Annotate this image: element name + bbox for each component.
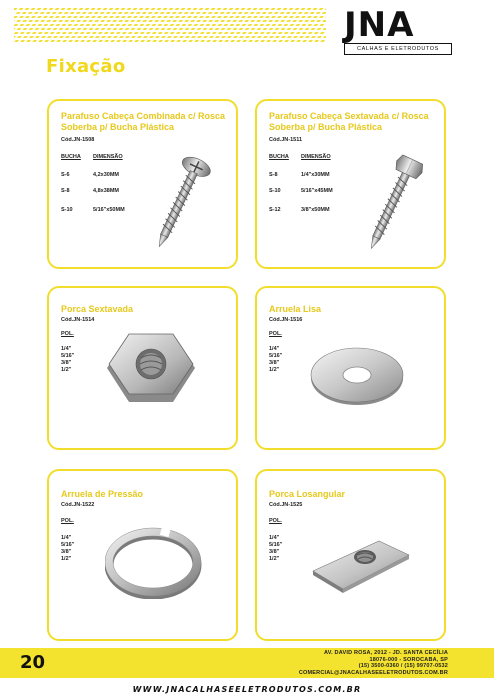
pol-label: POL.: [61, 518, 74, 524]
address-line: 18076-000 - SOROCABA, SP: [369, 656, 448, 663]
size-header: [269, 331, 282, 337]
product-card-parafuso-combinada: [47, 99, 238, 269]
size-item: 5/16": [269, 353, 283, 359]
size-header: [61, 518, 74, 524]
spec-cell: 4,2x30MM: [93, 172, 119, 178]
product-card-porca-sextavada: [47, 286, 238, 450]
spec-col-bucha: BUCHA: [61, 154, 81, 160]
spec-cell: S-12: [269, 207, 281, 213]
spec-cell: 4,8x38MM: [93, 188, 119, 194]
size-item: 1/2": [61, 556, 72, 562]
product-card-arruela-pressao: [47, 469, 238, 641]
spec-cell: 5/16"x45MM: [301, 188, 333, 194]
size-list: [61, 346, 74, 374]
brand-tagline: CALHAS E ELETRODUTOS: [344, 43, 452, 55]
flat-washer-image: [307, 340, 407, 410]
pol-label: POL.: [61, 331, 74, 337]
spec-cell: 1/4"x30MM: [301, 172, 330, 178]
product-code: Cód.JN-1522: [61, 502, 95, 508]
size-item: 1/2": [269, 367, 280, 373]
hex-screw-image: [357, 149, 427, 259]
product-title: Porca Sextavada: [61, 304, 134, 314]
brand-name: JNA: [344, 5, 415, 45]
size-list: [61, 535, 74, 563]
website-link[interactable]: WWW.JNACALHASEELETRODUTOS.COM.BR: [132, 685, 362, 694]
dotted-pattern-graphic: [14, 8, 326, 42]
phillips-screw-image: [144, 151, 214, 257]
spec-col-dimensao: DIMENSÃO: [93, 154, 123, 160]
size-item: 1/4": [269, 535, 280, 541]
size-header: [61, 331, 74, 337]
size-item: 5/16": [61, 353, 75, 359]
size-item: 5/16": [61, 542, 75, 548]
product-code: Cód.JN-1525: [269, 502, 303, 508]
size-item: 1/2": [269, 556, 280, 562]
size-item: 5/16": [269, 542, 283, 548]
product-title: Arruela de Pressão: [61, 489, 144, 499]
product-code: Cód.JN-1514: [61, 317, 95, 323]
spec-cell: S-10: [269, 188, 281, 194]
size-item: 1/4": [269, 346, 280, 352]
product-code: Cód.JN-1508: [61, 137, 95, 143]
pol-label: POL.: [269, 518, 282, 524]
product-card-porca-losangular: [255, 469, 446, 641]
contact-address: [299, 650, 448, 676]
product-title: Arruela Lisa: [269, 304, 322, 314]
product-title: Porca Losangular: [269, 489, 346, 499]
size-item: 3/8": [269, 549, 280, 555]
hex-nut-image: [105, 332, 197, 414]
product-code: Cód.JN-1516: [269, 317, 303, 323]
product-title: Parafuso Cabeça Sextavada c/ Rosca Soberba p/ Bucha Plástica: [269, 111, 429, 132]
spec-col-bucha: BUCHA: [269, 154, 289, 160]
product-code: Cód.JN-1511: [269, 137, 303, 143]
size-item: 3/8": [61, 360, 72, 366]
phone-line: (15) 3500-0360 / (15) 99707-0532: [358, 663, 448, 670]
spec-cell: 5/16"x50MM: [93, 207, 125, 213]
size-item: 1/2": [61, 367, 72, 373]
size-header: [269, 518, 282, 524]
size-list: [269, 535, 282, 563]
spec-cell: S-8: [61, 188, 70, 194]
spec-col-dimensao: DIMENSÃO: [301, 154, 331, 160]
address-line: AV. DAVID ROSA, 2012 - JD. SANTA CECÍLIA: [323, 650, 448, 656]
spec-cell: S-6: [61, 172, 70, 178]
brand-logo: [336, 6, 486, 52]
section-title: Fixação: [46, 56, 126, 77]
product-title: Parafuso Cabeça Combinada c/ Rosca Soberba p/ Bucha Plástica: [61, 111, 226, 132]
spec-cell: S-8: [269, 172, 278, 178]
size-item: 3/8": [269, 360, 280, 366]
square-nut-plate-image: [305, 533, 415, 595]
email-line: COMERCIAL@JNACALHASEELETRODUTOS.COM.BR: [298, 669, 448, 676]
spec-cell: S-10: [61, 207, 73, 213]
product-card-parafuso-sextavada: [255, 99, 446, 269]
size-item: 1/4": [61, 535, 72, 541]
size-item: 1/4": [61, 346, 72, 352]
size-item: 3/8": [61, 549, 72, 555]
pol-label: POL.: [269, 331, 282, 337]
page-number: 20: [20, 652, 46, 673]
spec-cell: 3/8"x50MM: [301, 207, 330, 213]
product-card-arruela-lisa: [255, 286, 446, 450]
lock-washer-image: [105, 523, 203, 599]
size-list: [269, 346, 282, 374]
